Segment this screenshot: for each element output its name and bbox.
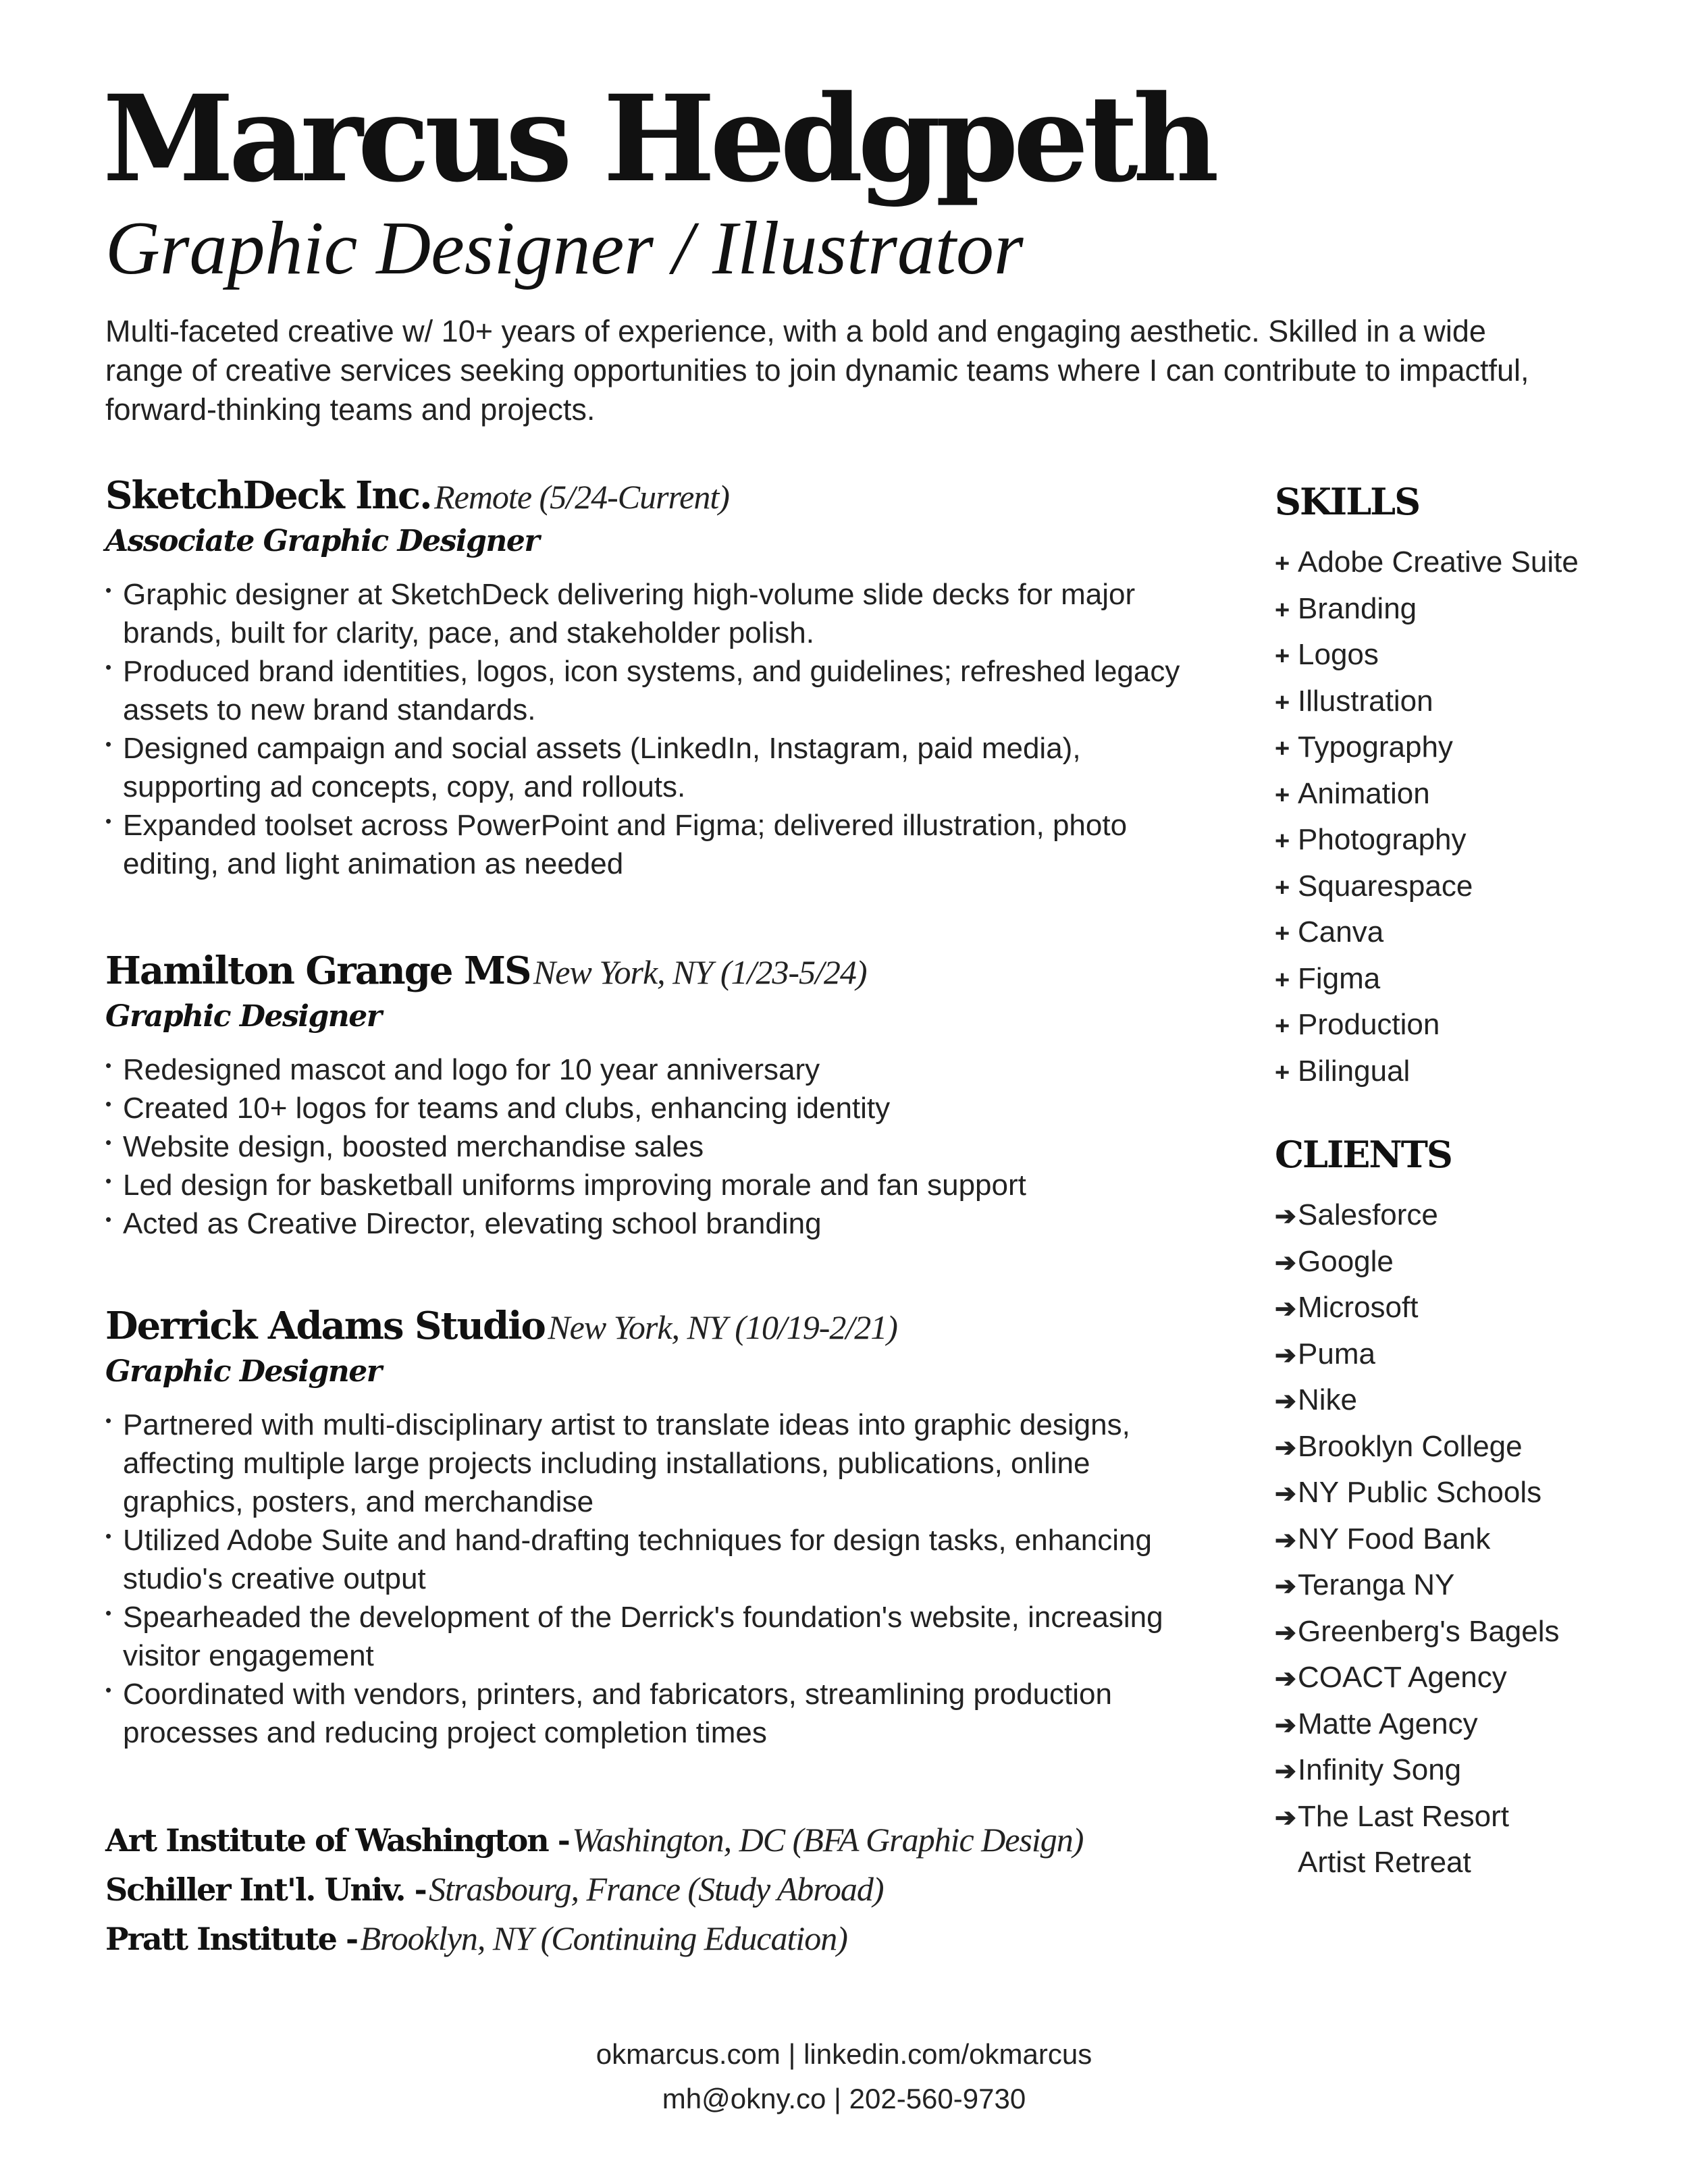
bullet-item: • Expanded toolset across PowerPoint and Figma; delivered illustration, photo editing, and light animation as needed [105,806,1199,883]
bullet-item: • Led design for basketball uniforms improving morale and fan support [105,1166,1199,1204]
arrow-right-icon: ➔ [1275,1295,1296,1323]
candidate-name: Marcus Hedgpeth [103,69,1214,209]
plus-icon: + [1275,550,1290,578]
job-header [105,473,1199,518]
school-name: Pratt Institute - [105,1921,358,1957]
bullet-item: • Partnered with multi-disciplinary artist to translate ideas into graphic designs, affecting multiple large projects including installations, publications, online graphics, posters, and merchandise [105,1406,1199,1521]
skill-item: + Canva [1275,910,1666,957]
arrow-right-icon: ➔ [1275,1665,1296,1693]
bullet-item: • Website design, boosted merchandise sales [105,1127,1199,1166]
arrow-right-icon: ➔ [1275,1757,1296,1786]
school-detail: Washington, DC (BFA Graphic Design) [572,1821,1084,1859]
skills-list [1275,540,1666,1095]
client-item: ➔Puma [1275,1332,1666,1379]
bullet-item: • Produced brand identities, logos, icon systems, and guidelines; refreshed legacy assets to new brand standards. [105,652,1199,729]
job-location-dates: Remote (5/24-Current) [434,478,729,516]
arrow-right-icon: ➔ [1275,1387,1296,1416]
plus-icon: + [1275,642,1290,670]
job-derrick-adams [105,1304,1199,1752]
client-item-continuation: Artist Retreat [1298,1846,1471,1879]
skill-item: + Branding [1275,587,1666,633]
arrow-right-icon: ➔ [1275,1803,1296,1832]
bullet-item: • Graphic designer at SketchDeck delivering high-volume slide decks for major brands, built for clarity, pace, and stakeholder polish. [105,575,1199,652]
arrow-right-icon: ➔ [1275,1526,1296,1555]
education-item [105,1921,847,1955]
footer-links: okmarcus.com | linkedin.com/okmarcus [596,2038,1092,2070]
bullet-item: • Spearheaded the development of the Derrick's foundation's website, increasing visitor engagement [105,1598,1199,1675]
bullet-item: • Coordinated with vendors, printers, and fabricators, streamlining production processes and reducing project completion times [105,1675,1199,1752]
client-item: ➔NY Public Schools [1275,1470,1666,1517]
job-title: Graphic Designer / Illustrator [105,207,1024,290]
plus-icon: + [1275,780,1290,809]
client-item: ➔Brooklyn College [1275,1424,1666,1471]
job-sketchdeck [105,473,1199,883]
job-bullets [105,575,1199,883]
skill-item: + Illustration [1275,679,1666,726]
skill-item: + Squarespace [1275,864,1666,911]
job-hamilton-grange [105,949,1199,1243]
arrow-right-icon: ➔ [1275,1618,1296,1647]
job-location-dates: New York, NY (10/19-2/21) [548,1308,897,1346]
client-item: ➔Google [1275,1240,1666,1286]
skills-section [1275,480,1666,1095]
bullet-item: • Created 10+ logos for teams and clubs, enhancing identity [105,1089,1199,1127]
skill-item: + Production [1275,1003,1666,1049]
job-role: Associate Graphic Designer [105,524,539,558]
skills-heading: SKILLS [1275,480,1420,523]
client-item: ➔The Last Resort [1275,1794,1666,1841]
skill-item: + Bilingual [1275,1049,1666,1096]
plus-icon: + [1275,827,1290,855]
footer-contact: mh@okny.co | 202-560-9730 [662,2083,1026,2114]
plus-icon: + [1275,873,1290,902]
bullet-item: • Utilized Adobe Suite and hand-drafting techniques for design tasks, enhancing studio's creative output [105,1521,1199,1598]
school-name: Art Institute of Washington - [105,1822,569,1859]
arrow-right-icon: ➔ [1275,1711,1296,1740]
bullet-item: • Acted as Creative Director, elevating school branding [105,1204,1199,1243]
client-item: ➔Salesforce [1275,1193,1666,1240]
company-name: Derrick Adams Studio [105,1304,545,1348]
client-item: ➔Teranga NY [1275,1563,1666,1609]
client-item: ➔Infinity Song [1275,1748,1666,1794]
school-detail: Brooklyn, NY (Continuing Education) [360,1919,847,1957]
client-item: ➔Nike [1275,1378,1666,1424]
skill-item: + Typography [1275,725,1666,772]
plus-icon: + [1275,1058,1290,1087]
job-header [105,1304,1199,1348]
skill-item: + Photography [1275,818,1666,864]
education-item [105,1823,1083,1857]
client-item: ➔Microsoft [1275,1285,1666,1332]
client-item: ➔Matte Agency [1275,1702,1666,1749]
client-item: ➔COACT Agency [1275,1655,1666,1702]
client-item: ➔NY Food Bank [1275,1517,1666,1564]
skill-item: + Adobe Creative Suite [1275,540,1666,587]
client-item: ➔Greenberg's Bagels [1275,1609,1666,1656]
school-name: Schiller Int'l. Univ. - [105,1871,426,1908]
plus-icon: + [1275,965,1290,994]
job-bullets [105,1406,1199,1752]
job-role: Graphic Designer [105,999,381,1034]
job-location-dates: New York, NY (1/23-5/24) [533,953,867,991]
bullet-item: • Redesigned mascot and logo for 10 year anniversary [105,1050,1199,1089]
job-bullets [105,1050,1199,1243]
arrow-right-icon: ➔ [1275,1433,1296,1462]
plus-icon: + [1275,1012,1290,1040]
skill-item: + Logos [1275,633,1666,679]
summary: Multi-faceted creative w/ 10+ years of experience, with a bold and engaging aesthetic. Skilled in a wide range of creative services seeking opportunities to join dynamic teams where I can contribute to impactful, forward-thinking teams and projects. [105,314,1529,427]
skill-item: + Figma [1275,957,1666,1003]
arrow-right-icon: ➔ [1275,1341,1296,1370]
company-name: SketchDeck Inc. [105,473,431,518]
plus-icon: + [1275,735,1290,763]
clients-list [1275,1193,1666,1885]
arrow-right-icon: ➔ [1275,1572,1296,1601]
bullet-item: • Designed campaign and social assets (LinkedIn, Instagram, paid media), supporting ad concepts, copy, and rollouts. [105,729,1199,806]
education-item [105,1872,884,1906]
company-name: Hamilton Grange MS [105,949,531,993]
job-role: Graphic Designer [105,1354,381,1389]
clients-heading: CLIENTS [1275,1133,1452,1176]
school-detail: Strasbourg, France (Study Abroad) [429,1870,884,1908]
arrow-right-icon: ➔ [1275,1202,1296,1231]
plus-icon: + [1275,688,1290,717]
arrow-right-icon: ➔ [1275,1248,1296,1277]
clients-section [1275,1133,1666,1885]
skill-item: + Animation [1275,772,1666,818]
arrow-right-icon: ➔ [1275,1480,1296,1508]
plus-icon: + [1275,920,1290,948]
plus-icon: + [1275,595,1290,624]
job-header [105,949,1199,993]
